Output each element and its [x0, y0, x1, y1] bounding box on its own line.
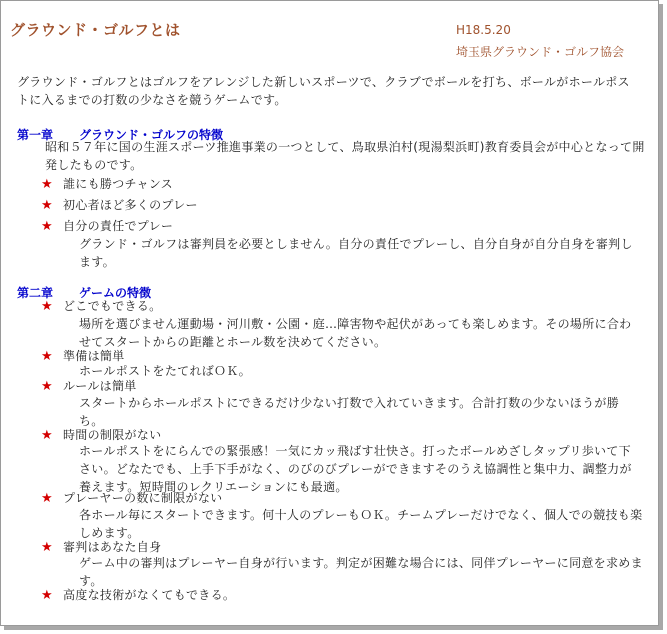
- list-item: [41, 297, 161, 316]
- chapter1-number: 第一章: [17, 128, 54, 142]
- organization-label: 埼玉県グラウンド・ゴルフ協会: [456, 45, 625, 59]
- page-title: グラウンド・ゴルフとは: [10, 21, 181, 39]
- red-star-icon: ★: [41, 428, 53, 443]
- item-label: 初心者ほど多くのプレー: [63, 198, 198, 212]
- red-star-icon: ★: [41, 491, 53, 506]
- date-label: H18.5.20: [456, 23, 511, 37]
- item-label: 自分の責任でプレー: [63, 219, 174, 233]
- item-label: 誰にも勝つチャンス: [63, 177, 173, 191]
- item-detail: スタートからホールポストにできるだけ少ない打数で入れていきます。合計打数の少ないほうが勝ち。: [79, 396, 620, 428]
- item-detail: ホールポストをにらんでの緊張感！一気にカッ飛ばす壮快さ。打ったボールめざしタップリ歩いて下さい。どなたでも、上手下手がなく、のびのびプレーができますそのうえ協調性と集中力、調整力が養えます。短時間のレクリエーションにも最適。: [79, 444, 632, 494]
- chapter1-description: 昭和５７年に国の生涯スポーツ推進事業の一つとして、鳥取県泊村(現湯梨浜町)教育委員会が中心となって開発したものです。: [45, 140, 645, 172]
- intro-paragraph: グラウンド・ゴルフとはゴルフをアレンジした新しいスポーツで、クラブでボールを打ち、ボールがホールポストに入るまでの打数の少なさを競うゲームです。: [17, 75, 630, 107]
- item-detail: 各ホール毎にスタートできます。何十人のプレーもＯＫ。チームプレーだけでなく、個人での競技も楽しめます。: [79, 508, 643, 540]
- list-item: [41, 196, 198, 215]
- item-detail: グランド・ゴルフは審判員を必要としません。自分の責任でプレーし、自分自身が自分自身を審判します。: [79, 237, 633, 269]
- item-detail: ホールポストをたてればＯＫ。: [79, 364, 251, 378]
- red-star-icon: ★: [41, 349, 53, 364]
- item-label: 時間の制限がない: [63, 428, 162, 442]
- chapter1-title: グラウンド・ゴルフの特徴: [79, 128, 224, 142]
- list-item: [41, 586, 235, 605]
- red-star-icon: ★: [41, 540, 53, 555]
- list-item: [41, 217, 173, 236]
- red-star-icon: ★: [41, 219, 53, 234]
- red-star-icon: ★: [41, 198, 53, 213]
- item-label: プレーヤーの数に制限がない: [63, 491, 223, 505]
- red-star-icon: ★: [41, 379, 53, 394]
- red-star-icon: ★: [41, 299, 53, 314]
- item-label: 審判はあなた自身: [63, 540, 162, 554]
- item-label: 高度な技術がなくてもできる。: [63, 588, 236, 602]
- item-label: ルールは簡単: [63, 379, 137, 393]
- item-label: どこでもできる。: [63, 299, 162, 313]
- red-star-icon: ★: [41, 177, 53, 192]
- red-star-icon: ★: [41, 588, 53, 603]
- item-detail: 場所を選びません運動場・河川敷・公園・庭…障害物や起伏があっても楽しめます。その場所に合わせてスタートからの距離とホール数を決めてください。: [79, 317, 632, 349]
- list-item: [41, 175, 173, 194]
- item-label: 準備は簡単: [63, 349, 125, 363]
- chapter2-number: 第二章: [17, 286, 54, 300]
- chapter2-title: ゲームの特徴: [79, 286, 152, 300]
- item-detail: ゲーム中の審判はプレーヤー自身が行います。判定が困難な場合には、同伴プレーヤーに同意を求めます。: [79, 556, 643, 588]
